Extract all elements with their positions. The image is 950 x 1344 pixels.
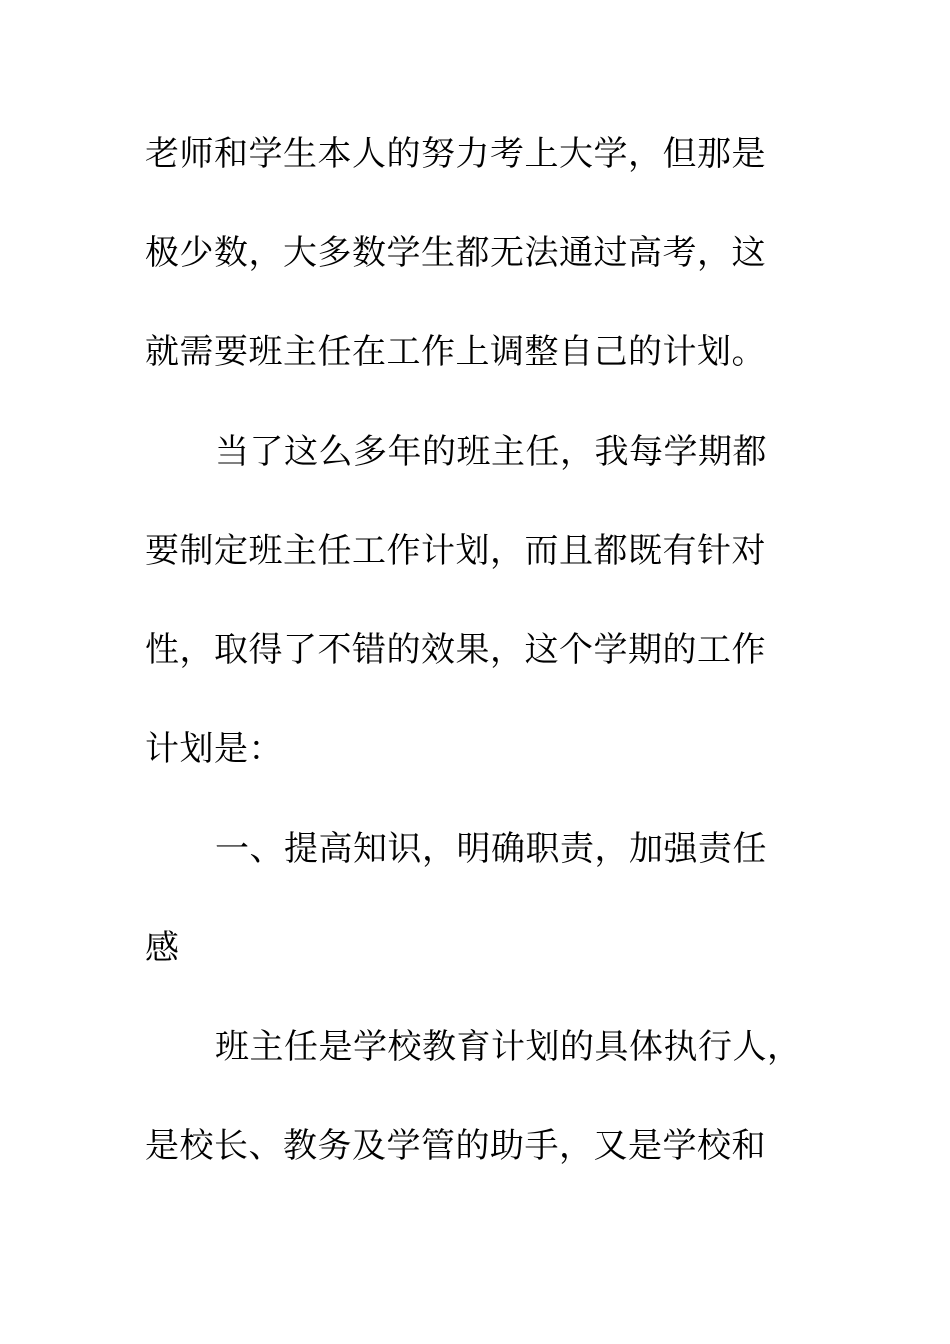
- text-line-4: 当了这么多年的班主任，我每学期都: [215, 432, 767, 472]
- section-heading-line-2: 感: [145, 928, 180, 968]
- section-heading-line-1: 一、提高知识，明确职责，加强责任: [215, 829, 767, 869]
- text-line-5: 要制定班主任工作计划，而且都既有针对: [145, 531, 766, 571]
- text-line-7: 计划是：: [145, 729, 283, 769]
- text-line-10: 班主任是学校教育计划的具体执行人，: [215, 1027, 802, 1067]
- text-line-2: 极少数，大多数学生都无法通过高考，这: [145, 233, 766, 273]
- text-line-6: 性，取得了不错的效果，这个学期的工作: [145, 630, 766, 670]
- text-line-11: 是校长、教务及学管的助手，又是学校和: [145, 1126, 766, 1166]
- text-line-3: 就需要班主任在工作上调整自己的计划。: [145, 332, 766, 372]
- text-line-1: 老师和学生本人的努力考上大学，但那是: [145, 134, 766, 174]
